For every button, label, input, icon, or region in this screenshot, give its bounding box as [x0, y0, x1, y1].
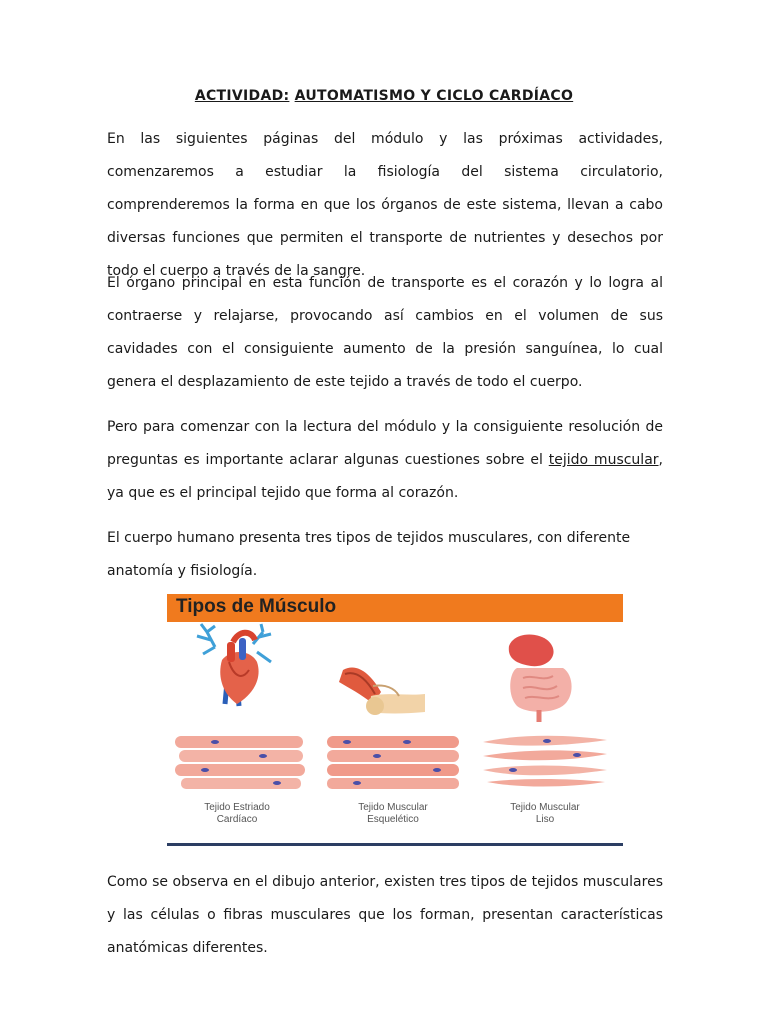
caption-smooth-line1: Tejido Muscular: [510, 802, 580, 813]
paragraph-heart: El órgano principal en esta función de transporte es el corazón y lo logra al contraerse y relajarse, provocando así cambios en el volumen de sus cavidades con el consiguiente aumento de la presión sanguínea, lo cual genera el desplazamiento de este tejido a través de todo el cuerpo.: [107, 275, 663, 390]
caption-smooth: [485, 802, 605, 826]
paragraph-intro: En las siguientes páginas del módulo y las próximas actividades, comenzaremos a estudiar la fisiología del sistema circulatorio, comprenderemos la forma en que los órganos de este sistema, llevan a cabo diversas funciones que permiten el transporte de nutrientes y desechos por todo el cuerpo a través de la sangre.: [107, 131, 663, 279]
paragraph-muscle-tissue: [107, 411, 663, 510]
figure-illustrations: [167, 622, 623, 802]
caption-cardiac: [177, 802, 297, 826]
figure-header: [167, 594, 623, 622]
cardiac-fibers: [175, 736, 305, 789]
heart-illustration-icon: [197, 624, 271, 706]
skeletal-fibers: [327, 736, 459, 789]
paragraph-three-types: El cuerpo humano presenta tres tipos de tejidos musculares, con diferente anatomía y fisiología.: [107, 530, 631, 579]
arm-muscle-illustration-icon: [339, 667, 425, 715]
caption-skeletal-line1: Tejido Muscular: [358, 802, 428, 813]
caption-skeletal: [333, 802, 453, 826]
paragraph3-text-start: Pero para comenzar con la lectura del módulo y la consiguiente resolución de preguntas es importante aclarar algunas cuestiones sobre el: [107, 419, 663, 468]
title-main: AUTOMATISMO Y CICLO CARDÍACO: [294, 88, 574, 104]
figure-title: Tipos de Músculo: [176, 596, 337, 617]
title-prefix: ACTIVIDAD:: [194, 88, 290, 104]
caption-cardiac-line2: Cardíaco: [216, 814, 258, 825]
caption-cardiac-line1: Tejido Estriado: [204, 802, 270, 813]
caption-skeletal-line2: Esquelético: [367, 814, 419, 825]
stomach-intestine-illustration-icon: [509, 635, 572, 723]
smooth-fibers: [483, 736, 607, 787]
muscle-types-figure: [167, 594, 623, 846]
paragraph-observation: Como se observa en el dibujo anterior, existen tres tipos de tejidos musculares y las células o fibras musculares que los forman, presentan características anatómicas diferentes.: [107, 874, 663, 956]
caption-smooth-line2: Liso: [535, 814, 555, 825]
figure-bottom-border: [167, 843, 623, 846]
muscle-tissue-term: tejido muscular: [548, 452, 659, 468]
page-title: [0, 88, 768, 104]
paragraph3-text-end: , ya que es el principal tejido que forma al corazón.: [107, 452, 663, 501]
